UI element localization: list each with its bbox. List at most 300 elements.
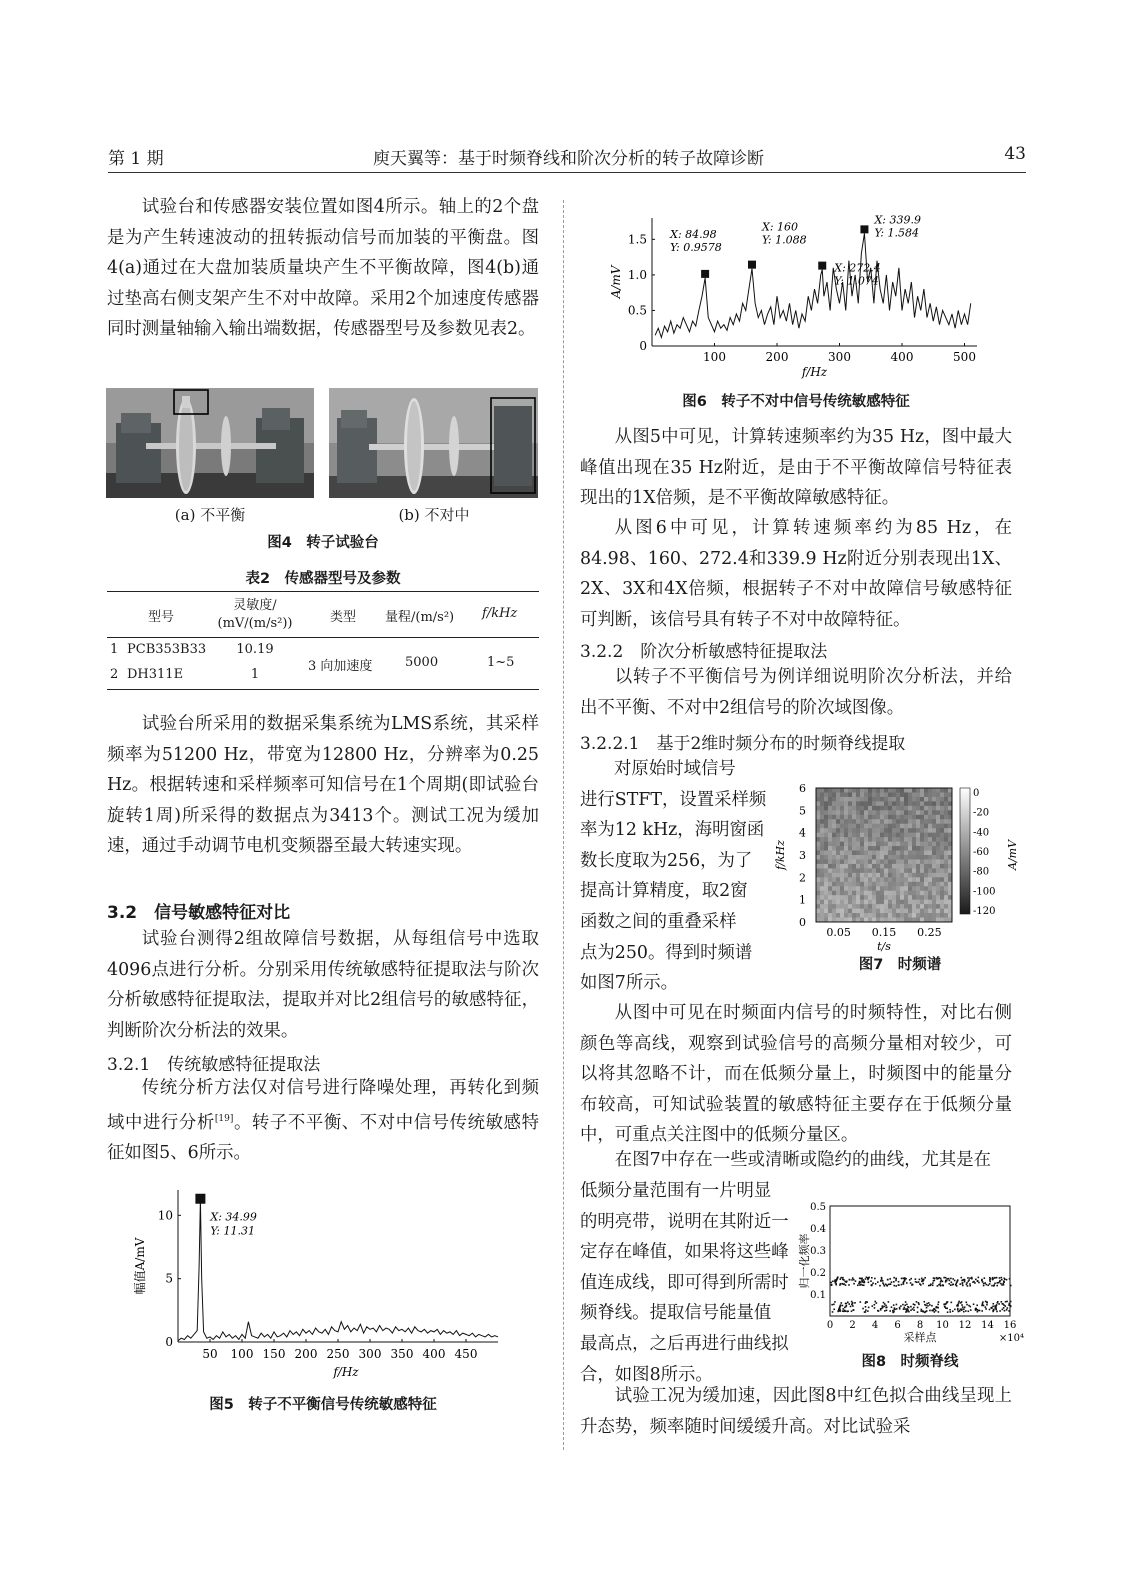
fig7-heat-cell: [856, 877, 861, 882]
fig8-ridge-point: [1003, 1304, 1005, 1306]
fig8-ridge-point: [840, 1304, 842, 1306]
fig7-heat-cell: [920, 895, 925, 900]
fig7-heat-cell: [908, 900, 913, 905]
fig7-heat-cell: [820, 913, 825, 918]
fig7-heat-cell: [856, 868, 861, 873]
fig6-peak-marker: [860, 225, 868, 233]
fig7-heat-cell: [868, 806, 873, 811]
fig7-heat-cell: [916, 842, 921, 847]
fig6-caption: 图6 转子不对中信号传统敏感特征: [682, 394, 910, 410]
fig8-ridge-point: [986, 1304, 988, 1306]
fig7-heat-cell: [852, 806, 857, 811]
fig7-heat-cell: [856, 904, 861, 909]
fig7-heat-cell: [852, 810, 857, 815]
fig7-heat-cell: [920, 833, 925, 838]
fig7-heat-cell: [868, 837, 873, 842]
fig7-heat-cell: [940, 904, 945, 909]
fig7-heat-cell: [856, 806, 861, 811]
fig7-heat-cell: [848, 909, 853, 914]
fig8-ridge-point: [958, 1302, 960, 1304]
fig8-ridge-point: [934, 1311, 936, 1313]
fig7-heat-cell: [840, 851, 845, 856]
fig7-heat-cell: [896, 801, 901, 806]
fig7-heat-cell: [900, 842, 905, 847]
fig7-heat-cell: [868, 846, 873, 851]
fig7-heat-cell: [876, 792, 881, 797]
fig7-heat-cell: [912, 859, 917, 864]
fig7-heat-cell: [880, 824, 885, 829]
fig7-heat-cell: [876, 900, 881, 905]
fig7-heat-cell: [864, 855, 869, 860]
fig7-heat-cell: [920, 815, 925, 820]
fig7-heat-cell: [844, 855, 849, 860]
fig7-heat-cell: [868, 819, 873, 824]
fig7-heat-cell: [896, 904, 901, 909]
fig8-ridge-point: [910, 1306, 912, 1308]
fig8-ridge-point: [870, 1280, 872, 1282]
fig8-ridge-point: [962, 1282, 964, 1284]
fig6-marker-label-y: Y: 1.074: [834, 274, 879, 288]
fig7-heat-cell: [932, 895, 937, 900]
fig8-ridge-point: [926, 1310, 928, 1312]
fig8-ridge-point: [863, 1281, 865, 1283]
fig8-ridge-point: [833, 1309, 835, 1311]
fig7-heat-cell: [924, 810, 929, 815]
fig7-heat-cell: [888, 873, 893, 878]
fig7-heat-cell: [824, 868, 829, 873]
fig7-heat-cell: [852, 842, 857, 847]
fig7-heat-cell: [828, 837, 833, 842]
fig7-heat-cell: [908, 913, 913, 918]
fig7-heat-cell: [848, 904, 853, 909]
fig7-heat-cell: [852, 900, 857, 905]
fig5-y-tick-label: 10: [157, 1208, 173, 1223]
fig8-ridge-point: [1003, 1307, 1005, 1309]
fig7-heat-cell: [880, 873, 885, 878]
fig7-heat-cell: [932, 913, 937, 918]
fig5-y-tick-label: 5: [165, 1271, 173, 1286]
fig7-heat-cell: [848, 851, 853, 856]
fig7-heat-cell: [864, 828, 869, 833]
fig7-heat-cell: [900, 891, 905, 896]
fig7-heat-cell: [884, 788, 889, 793]
fig7-heat-cell: [816, 846, 821, 851]
fig7-heat-cell: [896, 797, 901, 802]
fig7-heat-cell: [828, 833, 833, 838]
fig7-heat-cell: [816, 833, 821, 838]
fig7-heat-cell: [892, 824, 897, 829]
left-paragraph-4: 传统分析方法仅对信号进行降噪处理，再转化到频域中进行分析[19]。转子不平衡、不对中信号传统敏感特征如图5、6所示。: [107, 1078, 539, 1163]
fig8-ridge-point: [1001, 1279, 1003, 1281]
fig7-heat-cell: [924, 913, 929, 918]
fig7-heat-cell: [872, 886, 877, 891]
fig7-heat-cell: [928, 877, 933, 882]
left-paragraph-3: 试验台测得2组故障信号数据，从每组信号中选取4096点进行分析。分别采用传统敏感特征提取法与阶次分析敏感特征提取法，提取并对比2组信号的敏感特征，判断阶次分析法的效果。: [107, 929, 539, 1041]
fig8-ridge-point: [893, 1285, 895, 1287]
fig7-heat-cell: [940, 891, 945, 896]
fig7-heat-cell: [896, 909, 901, 914]
fig8-ridge-point: [831, 1284, 833, 1286]
fig8-ridge-point: [832, 1280, 834, 1282]
fig8-ridge-point: [977, 1280, 979, 1282]
fig7-heat-cell: [904, 886, 909, 891]
fig7-heat-cell: [916, 868, 921, 873]
fig7-heat-cell: [908, 828, 913, 833]
fig8-ridge-point: [952, 1284, 954, 1286]
fig8-ridge-point: [938, 1277, 940, 1279]
fig7-heat-cell: [856, 797, 861, 802]
fig7-heat-cell: [936, 842, 941, 847]
fig7-heat-cell: [920, 801, 925, 806]
table2-row1-sensitivity: 10.19: [236, 642, 274, 657]
fig7-heat-cell: [872, 824, 877, 829]
fig7-heat-cell: [856, 864, 861, 869]
fig7-heat-cell: [928, 886, 933, 891]
fig8-ridge-point: [920, 1284, 922, 1286]
table2-header-model: 型号: [148, 610, 175, 625]
fig7-heat-cell: [888, 819, 893, 824]
fig7-heat-cell: [836, 868, 841, 873]
fig8-ridge-point: [880, 1280, 882, 1282]
fig7-heat-cell: [936, 797, 941, 802]
fig7-heat-cell: [836, 833, 841, 838]
fig7-heat-cell: [912, 913, 917, 918]
fig8-ridge-point: [915, 1278, 917, 1280]
fig7-heat-cell: [944, 886, 949, 891]
running-header: [108, 140, 1026, 173]
fig7-heat-cell: [940, 851, 945, 856]
fig7-heat-cell: [876, 873, 881, 878]
fig7-heat-cell: [904, 797, 909, 802]
fig8-ridge-point: [845, 1306, 847, 1308]
fig7-heat-cell: [924, 837, 929, 842]
fig7-heat-cell: [852, 792, 857, 797]
fig7-heat-cell: [904, 846, 909, 851]
fig7-heat-cell: [884, 851, 889, 856]
fig7-heat-cell: [928, 797, 933, 802]
fig7-heat-cell: [832, 837, 837, 842]
fig7-heat-cell: [828, 846, 833, 851]
fig8-ridge-point: [861, 1281, 863, 1283]
fig7-heat-cell: [936, 904, 941, 909]
fig8-ridge-point: [886, 1307, 888, 1309]
fig7-heat-cell: [836, 788, 841, 793]
fig8-ridge-point: [890, 1283, 892, 1285]
fig7-heat-cell: [912, 837, 917, 842]
fig7-heat-cell: [932, 851, 937, 856]
fig7-heat-cell: [824, 801, 829, 806]
fig7-heat-cell: [836, 792, 841, 797]
fig6-y-tick-label: 0: [639, 339, 647, 353]
fig7-heat-cell: [896, 913, 901, 918]
fig6-y-tick-label: 1.5: [627, 232, 647, 247]
fig8-ridge-point: [917, 1311, 919, 1313]
fig8-ridge-point: [893, 1309, 895, 1311]
fig8-ridge-point: [922, 1283, 924, 1285]
fig8-ridge-point: [967, 1277, 969, 1279]
fig7-x-tick-label: 0.05: [826, 926, 851, 939]
fig7-heat-cell: [880, 904, 885, 909]
fig7-heat-cell: [920, 873, 925, 878]
fig8-ridge-point: [983, 1305, 985, 1307]
fig7-heat-cell: [820, 855, 825, 860]
fig7-heat-cell: [876, 837, 881, 842]
fig7-heat-cell: [928, 806, 933, 811]
fig7-heat-cell: [816, 864, 821, 869]
fig8-ridge-point: [1006, 1279, 1008, 1281]
table2-header-type: 类型: [330, 610, 357, 625]
fig8-ridge-point: [985, 1308, 987, 1310]
fig7-y-tick-label: 1: [799, 893, 806, 907]
fig8-ridge-point: [966, 1284, 968, 1286]
fig7-heat-cell: [904, 792, 909, 797]
fig7-heat-cell: [816, 824, 821, 829]
fig7-heat-cell: [920, 837, 925, 842]
fig7-heat-cell: [940, 846, 945, 851]
fig7-heat-cell: [936, 868, 941, 873]
fig7-heat-cell: [816, 851, 821, 856]
fig7-heat-cell: [820, 842, 825, 847]
fig7-heat-cell: [900, 855, 905, 860]
fig7-heat-cell: [904, 904, 909, 909]
fig8-ridge-point: [903, 1283, 905, 1285]
fig8-ridge-point: [928, 1302, 930, 1304]
fig6-chart: [590, 210, 990, 386]
fig7-heat-cell: [848, 846, 853, 851]
fig8-ridge-point: [996, 1304, 998, 1306]
fig8-ridge-point: [927, 1305, 929, 1307]
fig7-heat-cell: [872, 815, 877, 820]
fig7-heat-cell: [884, 873, 889, 878]
fig7-heat-cell: [840, 895, 845, 900]
fig6-y-tick-label: 1.0: [627, 267, 647, 282]
fig7-heat-cell: [936, 895, 941, 900]
fig7-heat-cell: [828, 900, 833, 905]
fig8-ridge-point: [889, 1310, 891, 1312]
fig7-heat-cell: [868, 810, 873, 815]
right-paragraph-7: 试验工况为缓加速，因此图8中红色拟合曲线呈现上升态势，频率随时间缓缓升高。对比试验采: [580, 1386, 1012, 1437]
fig7-heat-cell: [944, 877, 949, 882]
fig8-ridge-point: [862, 1279, 864, 1281]
fig7-heat-cell: [916, 810, 921, 815]
fig7-heat-cell: [860, 859, 865, 864]
fig8-ridge-point: [932, 1284, 934, 1286]
fig7-heat-cell: [940, 833, 945, 838]
fig7-heat-cell: [880, 815, 885, 820]
fig8-ridge-point: [904, 1308, 906, 1310]
fig7-heat-cell: [884, 909, 889, 914]
fig7-heat-cell: [816, 810, 821, 815]
fig7-heat-cell: [888, 806, 893, 811]
fig7-colorbar-tick: -80: [973, 866, 990, 878]
fig7-heat-cell: [844, 837, 849, 842]
fig7-heat-cell: [852, 873, 857, 878]
fig7-heat-cell: [940, 909, 945, 914]
fig8-ridge-point: [973, 1303, 975, 1305]
fig7-heat-cell: [868, 792, 873, 797]
fig6-marker-label-x: X: 272.4: [834, 261, 881, 275]
fig4a-photo: [106, 388, 314, 498]
fig8-ridge-point: [882, 1280, 884, 1282]
fig7-heat-cell: [944, 828, 949, 833]
fig7-heat-cell: [880, 833, 885, 838]
fig8-ridge-point: [887, 1279, 889, 1281]
fig7-heat-cell: [912, 828, 917, 833]
fig7-heat-cell: [944, 851, 949, 856]
fig8-ridge-point: [831, 1304, 833, 1306]
fig8-ridge-point: [914, 1304, 916, 1306]
fig7-heat-cell: [924, 824, 929, 829]
fig7-heat-cell: [848, 877, 853, 882]
fig7-heat-cell: [920, 877, 925, 882]
fig7-heat-cell: [832, 833, 837, 838]
fig8-ridge-point: [908, 1311, 910, 1313]
table2-row2-model: DH311E: [127, 667, 184, 682]
fig7-heat-cell: [888, 846, 893, 851]
fig8-ridge-point: [848, 1303, 850, 1305]
fig8-ridge-point: [932, 1282, 934, 1284]
fig7-heat-cell: [932, 833, 937, 838]
fig8-ridge-point: [864, 1311, 866, 1313]
fig7-heat-cell: [936, 855, 941, 860]
fig7-heat-cell: [884, 810, 889, 815]
fig7-heat-cell: [856, 900, 861, 905]
fig7-heat-cell: [820, 882, 825, 887]
fig7-heat-cell: [900, 859, 905, 864]
left-paragraph-2: 试验台所采用的数据采集系统为LMS系统，其采样频率为51200 Hz，带宽为12800 Hz，分辨率为0.25 Hz。根据转速和采样频率可知信号在1个周期(即试验台旋转1周)所采得的数据点为3413个。测试工况为缓加速，通过手动调节电机变频器至最大转速实现。: [107, 714, 539, 857]
fig7-heat-cell: [924, 873, 929, 878]
fig7-heat-cell: [904, 815, 909, 820]
fig8-ridge-point: [993, 1284, 995, 1286]
fig7-heat-cell: [876, 788, 881, 793]
fig8-ridge-point: [1009, 1278, 1011, 1280]
fig8-ridge-point: [874, 1301, 876, 1303]
fig7-heat-cell: [860, 864, 865, 869]
fig7-heat-cell: [904, 824, 909, 829]
fig5-x-tick-label: 400: [422, 1347, 446, 1361]
fig7-heat-cell: [832, 909, 837, 914]
fig8-ridge-point: [906, 1282, 908, 1284]
fig8-ridge-point: [969, 1283, 971, 1285]
fig8-ridge-point: [997, 1301, 999, 1303]
fig8-ridge-point: [967, 1285, 969, 1287]
fig8-ridge-point: [970, 1309, 972, 1311]
fig7-heat-cell: [868, 904, 873, 909]
fig7-heat-cell: [860, 828, 865, 833]
fig7-heat-cell: [836, 886, 841, 891]
fig7-heat-cell: [816, 895, 821, 900]
fig7-heat-cell: [900, 810, 905, 815]
fig7-heat-cell: [932, 792, 937, 797]
fig7-heat-cell: [868, 882, 873, 887]
fig6-peak-marker: [818, 262, 826, 270]
fig8-ridge-point: [919, 1279, 921, 1281]
fig6-marker-label-x: X: 84.98: [670, 227, 717, 241]
fig7-heat-cell: [880, 792, 885, 797]
fig7-heat-cell: [888, 913, 893, 918]
fig7-heat-cell: [900, 788, 905, 793]
fig7-heat-cell: [844, 846, 849, 851]
fig5-x-tick-label: 200: [294, 1347, 318, 1361]
fig7-heat-cell: [824, 828, 829, 833]
fig8-ridge-point: [854, 1302, 856, 1304]
fig7-heat-cell: [896, 886, 901, 891]
fig7-heat-cell: [840, 824, 845, 829]
fig7-heat-cell: [928, 788, 933, 793]
fig7-heat-cell: [832, 904, 837, 909]
fig7-heat-cell: [848, 882, 853, 887]
fig7-heat-cell: [824, 904, 829, 909]
fig7-heat-cell: [900, 868, 905, 873]
fig7-heat-cell: [840, 828, 845, 833]
fig8-ridge-point: [894, 1307, 896, 1309]
fig7-heat-cell: [848, 801, 853, 806]
fig7-heat-cell: [912, 788, 917, 793]
table2-bottom-rule: [107, 689, 539, 690]
fig7-heat-cell: [828, 801, 833, 806]
fig7-heat-cell: [864, 909, 869, 914]
fig7-heat-cell: [844, 895, 849, 900]
fig8-ridge-point: [891, 1281, 893, 1283]
fig7-y-tick-label: 4: [799, 826, 806, 840]
fig7-heat-cell: [924, 815, 929, 820]
fig7-heat-cell: [884, 886, 889, 891]
fig8-ridge-point: [885, 1305, 887, 1307]
fig7-heat-cell: [944, 891, 949, 896]
fig7-heat-cell: [944, 801, 949, 806]
fig7-heat-cell: [816, 900, 821, 905]
fig8-ridge-point: [888, 1284, 890, 1286]
fig7-heat-cell: [892, 833, 897, 838]
fig7-heat-cell: [816, 877, 821, 882]
fig8-ridge-point: [985, 1306, 987, 1308]
fig8-ridge-point: [859, 1277, 861, 1279]
fig7-x-label: t/s: [877, 940, 891, 953]
fig7-heat-cell: [884, 819, 889, 824]
fig7-heat-cell: [924, 801, 929, 806]
fig8-ridge-point: [834, 1279, 836, 1281]
fig7-heat-cell: [896, 900, 901, 905]
fig7-heat-cell: [860, 900, 865, 905]
fig8-ridge-point: [895, 1285, 897, 1287]
fig7-heat-cell: [912, 833, 917, 838]
fig7-heat-cell: [832, 788, 837, 793]
fig7-heat-cell: [876, 801, 881, 806]
fig8-ridge-point: [940, 1285, 942, 1287]
fig8-ridge-point: [912, 1308, 914, 1310]
fig8-ridge-point: [965, 1310, 967, 1312]
fig8-ridge-point: [913, 1307, 915, 1309]
fig7-heat-cell: [936, 864, 941, 869]
fig7-heat-cell: [900, 824, 905, 829]
fig7-heat-cell: [860, 886, 865, 891]
fig7-heat-cell: [908, 824, 913, 829]
fig7-heat-cell: [820, 891, 825, 896]
fig7-heat-cell: [884, 828, 889, 833]
fig7-heat-cell: [912, 806, 917, 811]
fig7-heat-cell: [892, 864, 897, 869]
fig7-heat-cell: [852, 815, 857, 820]
fig7-heat-cell: [932, 788, 937, 793]
fig7-heat-cell: [940, 819, 945, 824]
fig8-x-label: 采样点: [903, 1331, 937, 1344]
fig8-ridge-point: [994, 1277, 996, 1279]
fig7-heat-cell: [888, 891, 893, 896]
fig7-heat-cell: [904, 882, 909, 887]
fig7-heat-cell: [892, 877, 897, 882]
fig7-heat-cell: [940, 900, 945, 905]
fig7-heat-cell: [944, 864, 949, 869]
